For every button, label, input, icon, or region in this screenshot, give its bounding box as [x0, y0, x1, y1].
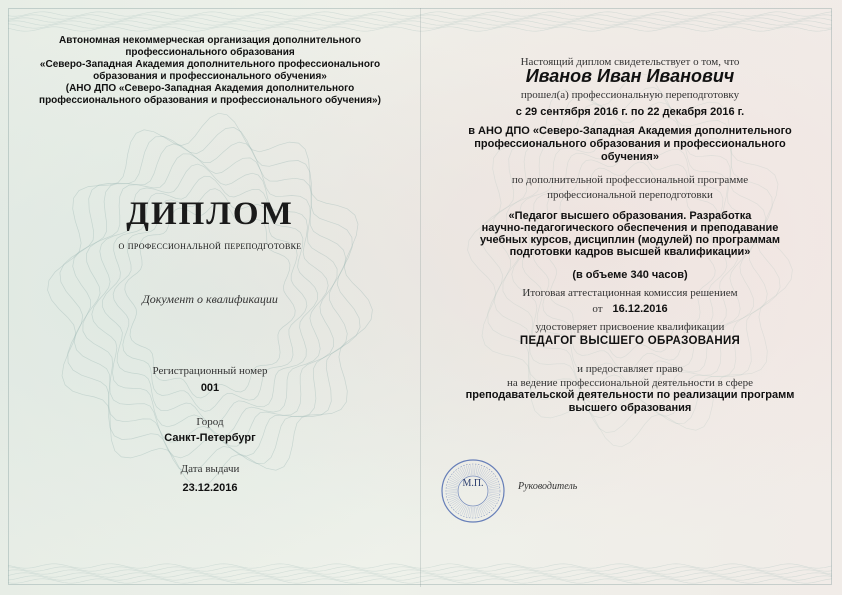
program-line-4: подготовки кадров высшей квалификации» [509, 246, 751, 258]
holder-full-name: Иванов Иван Иванович [525, 66, 735, 86]
academy-name [455, 125, 805, 164]
issuing-organization [20, 35, 400, 107]
program-name [455, 210, 805, 258]
registration-label: Регистрационный номер [152, 365, 268, 377]
activity-line-2: высшего образования [568, 402, 692, 414]
city-value: Санкт-Петербург [164, 432, 256, 444]
seal-stamp-icon [440, 458, 506, 524]
certifies-text: удостоверяет присвоение квалификации [535, 321, 725, 333]
program-line-3: учебных курсов, дисциплин (модулей) по программам [480, 234, 780, 246]
program-line-1: «Педагог высшего образования. Разработка [508, 210, 752, 222]
registration-number: 001 [200, 382, 220, 394]
org-line-6: профессионального образования и профессионального обучения») [39, 95, 381, 106]
program-intro-line-2: профессиональной переподготовки [547, 189, 713, 201]
program-intro [440, 173, 820, 203]
diploma-title: ДИПЛОМ [126, 196, 294, 232]
center-fold [420, 8, 421, 587]
grants-text [440, 362, 820, 390]
grants-line-1: и предоставляет право [577, 363, 683, 375]
program-line-2: научно-педагогического обеспечения и преподавание [481, 222, 779, 234]
commission-text: Итоговая аттестационная комиссия решением [522, 287, 738, 299]
signatory-label: Руководитель [518, 481, 578, 492]
qualification-title: ПЕДАГОГ ВЫСШЕГО ОБРАЗОВАНИЯ [519, 335, 741, 347]
stamp-label: М.П. [462, 478, 484, 489]
issue-date-label: Дата выдачи [180, 463, 240, 475]
academy-line-2: профессионального образования и профессионального [474, 138, 786, 150]
grants-line-2: на ведение профессиональной деятельности в сфере [506, 377, 754, 389]
org-line-1: Автономная некоммерческая организация дополнительного [59, 35, 361, 46]
diploma-subtitle: о профессиональной переподготовке [118, 240, 302, 252]
decision-date-row [440, 303, 820, 315]
academy-line-3: обучения» [601, 151, 659, 163]
program-intro-line-1: по дополнительной профессиональной программе [511, 174, 749, 186]
org-line-3: «Северо-Западная Академия дополнительного профессионального [39, 59, 381, 70]
document-type: Документ о квалификации [142, 292, 278, 306]
certificate-intro: Настоящий диплом свидетельствует о том, что [520, 56, 740, 68]
org-line-2: профессионального образования [125, 47, 295, 58]
activity-scope [440, 389, 820, 415]
decision-prefix: от [592, 303, 603, 315]
program-hours: (в объеме 340 часов) [572, 269, 688, 281]
decision-date: 16.12.2016 [612, 303, 668, 315]
city-label: Город [196, 416, 224, 428]
org-line-5: (АНО ДПО «Северо-Западная Академия дополнительного [65, 83, 355, 94]
activity-line-1: преподавательской деятельности по реализации программ [465, 389, 795, 401]
passed-text: прошел(а) профессиональную переподготовку [520, 89, 740, 101]
issue-date-value: 23.12.2016 [182, 482, 238, 494]
academy-line-1: в АНО ДПО «Северо-Западная Академия дополнительного [468, 125, 792, 137]
study-period: с 29 сентября 2016 г. по 22 декабря 2016 г. [515, 106, 745, 118]
org-line-4: образования и профессионального обучения» [93, 71, 327, 82]
